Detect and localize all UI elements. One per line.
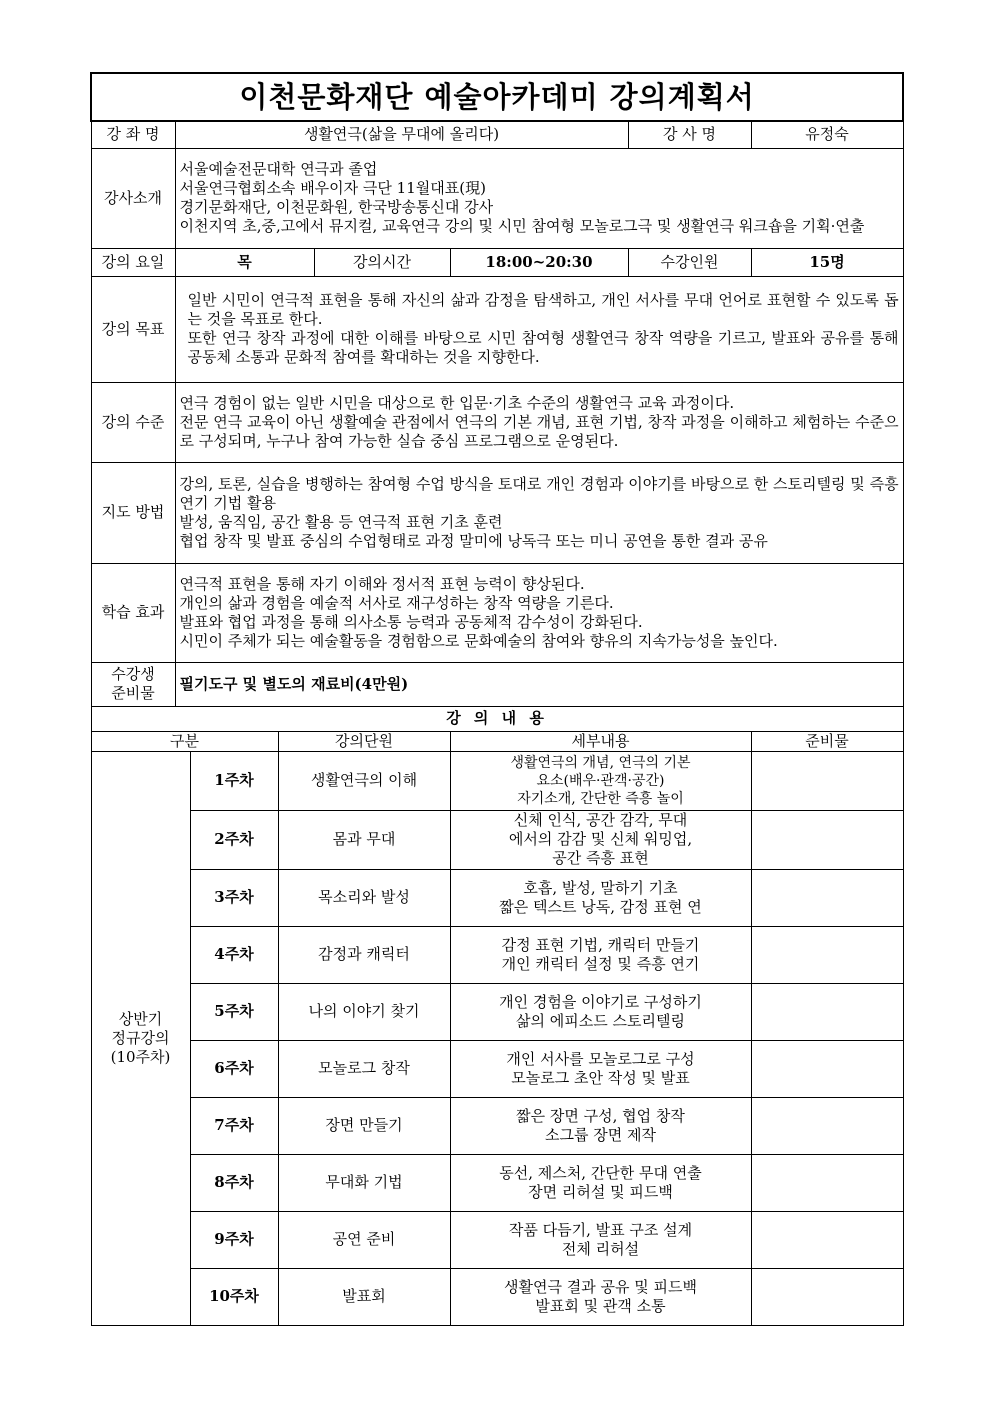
learning-effect <box>175 563 903 662</box>
course-name: 생활연극(삶을 무대에 올리다) <box>175 121 628 148</box>
detail-line: 삶의 에피소드 스토리텔링 <box>516 1011 685 1030</box>
detail-line: 동선, 제스처, 간단한 무대 연출 <box>499 1163 702 1182</box>
detail-line: 개인 경험을 이야기로 구성하기 <box>499 992 702 1011</box>
day-label: 강의 요일 <box>91 248 175 276</box>
week-prep <box>751 1268 903 1325</box>
intro-line: 서울예술전문대학 연극과 졸업 <box>179 160 378 178</box>
week-number: 2주차 <box>190 810 278 869</box>
goal-line: 또한 연극 창작 과정에 대한 이해를 바탕으로 시민 참여형 생활연극 창작 역량을 기르고, 발표와 공유를 통해 공동체 소통과 문화적 참여를 확대하는 것을 지향한다. <box>187 329 899 366</box>
week-number: 9주차 <box>190 1211 278 1268</box>
week-prep <box>751 869 903 926</box>
week-number: 5주차 <box>190 983 278 1040</box>
week-number: 4주차 <box>190 926 278 983</box>
detail-line: 발표회 및 관객 소통 <box>535 1296 666 1315</box>
detail-line: 모놀로그 초안 작성 및 발표 <box>511 1068 690 1087</box>
week-number: 1주차 <box>190 751 278 810</box>
header-unit: 강의단원 <box>278 731 450 751</box>
content-heading: 강 의 내 용 <box>91 706 903 731</box>
header-category: 구분 <box>91 731 278 751</box>
detail-line: 에서의 감감 및 신체 워밍업, <box>508 830 693 848</box>
lecture-goal <box>175 276 903 382</box>
lecture-plan-table <box>90 72 904 1326</box>
week-unit: 목소리와 발성 <box>278 869 450 926</box>
detail-line: 짧은 장면 구성, 협업 창작 <box>516 1106 685 1125</box>
group-label-line: 정규강의 <box>111 1028 170 1047</box>
goal-line: 일반 시민이 연극적 표현을 통해 자신의 삶과 감정을 탐색하고, 개인 서사를 무대 언어로 표현할 수 있도록 돕는 것을 목표로 한다. <box>187 291 899 328</box>
detail-line: 신체 인식, 공간 감각, 무대 <box>513 811 688 829</box>
document-title: 이천문화재단 예술아카데미 강의계획서 <box>91 73 903 121</box>
week-detail <box>450 810 751 869</box>
week-prep <box>751 1211 903 1268</box>
week-prep <box>751 983 903 1040</box>
week-detail <box>450 1040 751 1097</box>
week-unit: 무대화 기법 <box>278 1154 450 1211</box>
lecture-time: 18:00~20:30 <box>450 248 628 276</box>
week-detail <box>450 1154 751 1211</box>
level-line: 전문 연극 교육이 아닌 생활예술 관점에서 연극의 기본 개념, 표현 기법, 창작 과정을 이해하고 체험하는 수준으로 구성되며, 누구나 참여 가능한 실습 중심 프로그램으로 운영된다. <box>179 412 899 450</box>
group-label-line: (10주차) <box>110 1047 171 1066</box>
materials-value: 필기도구 및 별도의 재료비(4만원) <box>175 662 903 706</box>
effect-line: 발표와 협업 과정을 통해 의사소통 능력과 공동체적 감수성이 강화된다. <box>179 612 643 631</box>
semester-group-label <box>91 751 190 1325</box>
detail-line: 짧은 텍스트 낭독, 감정 표현 연 <box>499 897 702 916</box>
header-detail: 세부내용 <box>450 731 751 751</box>
level-label: 강의 수준 <box>91 382 175 462</box>
capacity: 15명 <box>751 248 903 276</box>
week-prep <box>751 1154 903 1211</box>
intro-line: 경기문화재단, 이천문화원, 한국방송통신대 강사 <box>179 198 494 216</box>
week-detail <box>450 1097 751 1154</box>
detail-line: 장면 리허설 및 피드백 <box>528 1182 673 1201</box>
lecture-level <box>175 382 903 462</box>
week-prep <box>751 751 903 810</box>
week-detail <box>450 1211 751 1268</box>
effect-line: 연극적 표현을 통해 자기 이해와 정서적 표현 능력이 향상된다. <box>179 574 585 593</box>
week-detail <box>450 869 751 926</box>
header-prep: 준비물 <box>751 731 903 751</box>
detail-line: 감정 표현 기법, 캐릭터 만들기 <box>501 935 700 954</box>
week-unit: 감정과 캐릭터 <box>278 926 450 983</box>
group-label-line: 상반기 <box>118 1009 163 1028</box>
detail-line: 생활연극 결과 공유 및 피드백 <box>504 1277 697 1296</box>
detail-line: 소그룹 장면 제작 <box>545 1125 656 1144</box>
week-unit: 장면 만들기 <box>278 1097 450 1154</box>
intro-label: 강사소개 <box>91 148 175 248</box>
detail-line: 개인 캐릭터 설정 및 즉흥 연기 <box>501 954 700 973</box>
week-prep <box>751 926 903 983</box>
detail-line: 호흡, 발성, 말하기 기초 <box>523 878 678 897</box>
method-label: 지도 방법 <box>91 462 175 563</box>
materials-label-line: 수강생 <box>111 665 155 683</box>
effect-line: 개인의 삶과 경험을 예술적 서사로 재구성하는 창작 역량을 기른다. <box>179 593 614 612</box>
effect-line: 시민이 주체가 되는 예술활동을 경험함으로 문화예술의 참여와 향유의 지속가능성을 높인다. <box>179 631 778 650</box>
week-number: 8주차 <box>190 1154 278 1211</box>
method-line: 강의, 토론, 실습을 병행하는 참여형 수업 방식을 토대로 개인 경험과 이야기를 바탕으로 한 스토리텔링 및 즉흥 연기 기법 활용 <box>179 474 899 512</box>
intro-line: 서울연극협회소속 배우이자 극단 11월대표(現) <box>179 179 486 197</box>
week-number: 10주차 <box>190 1268 278 1325</box>
week-number: 3주차 <box>190 869 278 926</box>
course-name-label: 강 좌 명 <box>91 121 175 148</box>
week-prep <box>751 1097 903 1154</box>
instructor-intro <box>175 148 903 248</box>
week-unit: 모놀로그 창작 <box>278 1040 450 1097</box>
week-detail <box>450 1268 751 1325</box>
intro-line: 이천지역 초,중,고에서 뮤지컬, 교육연극 강의 및 시민 참여형 모놀로그극 및 생활연극 워크숍을 기획·연출 <box>179 217 865 235</box>
week-prep <box>751 810 903 869</box>
materials-label-line: 준비물 <box>111 684 155 702</box>
week-detail <box>450 751 751 810</box>
time-label: 강의시간 <box>314 248 450 276</box>
detail-line: 요소(배우·관객·공간) <box>536 772 665 789</box>
detail-line: 자기소개, 간단한 즉흥 놀이 <box>517 790 684 807</box>
detail-line: 개인 서사를 모놀로그로 구성 <box>506 1049 695 1068</box>
goal-label: 강의 목표 <box>91 276 175 382</box>
week-unit: 공연 준비 <box>278 1211 450 1268</box>
week-number: 6주차 <box>190 1040 278 1097</box>
detail-line: 전체 리허설 <box>561 1239 640 1258</box>
week-detail <box>450 983 751 1040</box>
detail-line: 작품 다듬기, 발표 구조 설계 <box>508 1220 693 1239</box>
week-unit: 생활연극의 이해 <box>278 751 450 810</box>
detail-line: 생활연극의 개념, 연극의 기본 <box>510 754 691 771</box>
method-line: 협업 창작 및 발표 중심의 수업형태로 과정 말미에 낭독극 또는 미니 공연을 통한 결과 공유 <box>179 531 768 550</box>
level-line: 연극 경험이 없는 일반 시민을 대상으로 한 입문·기초 수준의 생활연극 교육 과정이다. <box>179 393 735 412</box>
detail-line: 공간 즉흥 표현 <box>552 849 649 867</box>
materials-label <box>91 662 175 706</box>
week-unit: 몸과 무대 <box>278 810 450 869</box>
week-number: 7주차 <box>190 1097 278 1154</box>
teaching-method <box>175 462 903 563</box>
lecture-day: 목 <box>175 248 314 276</box>
week-unit: 발표회 <box>278 1268 450 1325</box>
method-line: 발성, 움직임, 공간 활용 등 연극적 표현 기초 훈련 <box>179 512 503 531</box>
capacity-label: 수강인원 <box>628 248 751 276</box>
week-unit: 나의 이야기 찾기 <box>278 983 450 1040</box>
week-prep <box>751 1040 903 1097</box>
instructor-name: 유정숙 <box>751 121 903 148</box>
instructor-label: 강 사 명 <box>628 121 751 148</box>
effect-label: 학습 효과 <box>91 563 175 662</box>
week-detail <box>450 926 751 983</box>
